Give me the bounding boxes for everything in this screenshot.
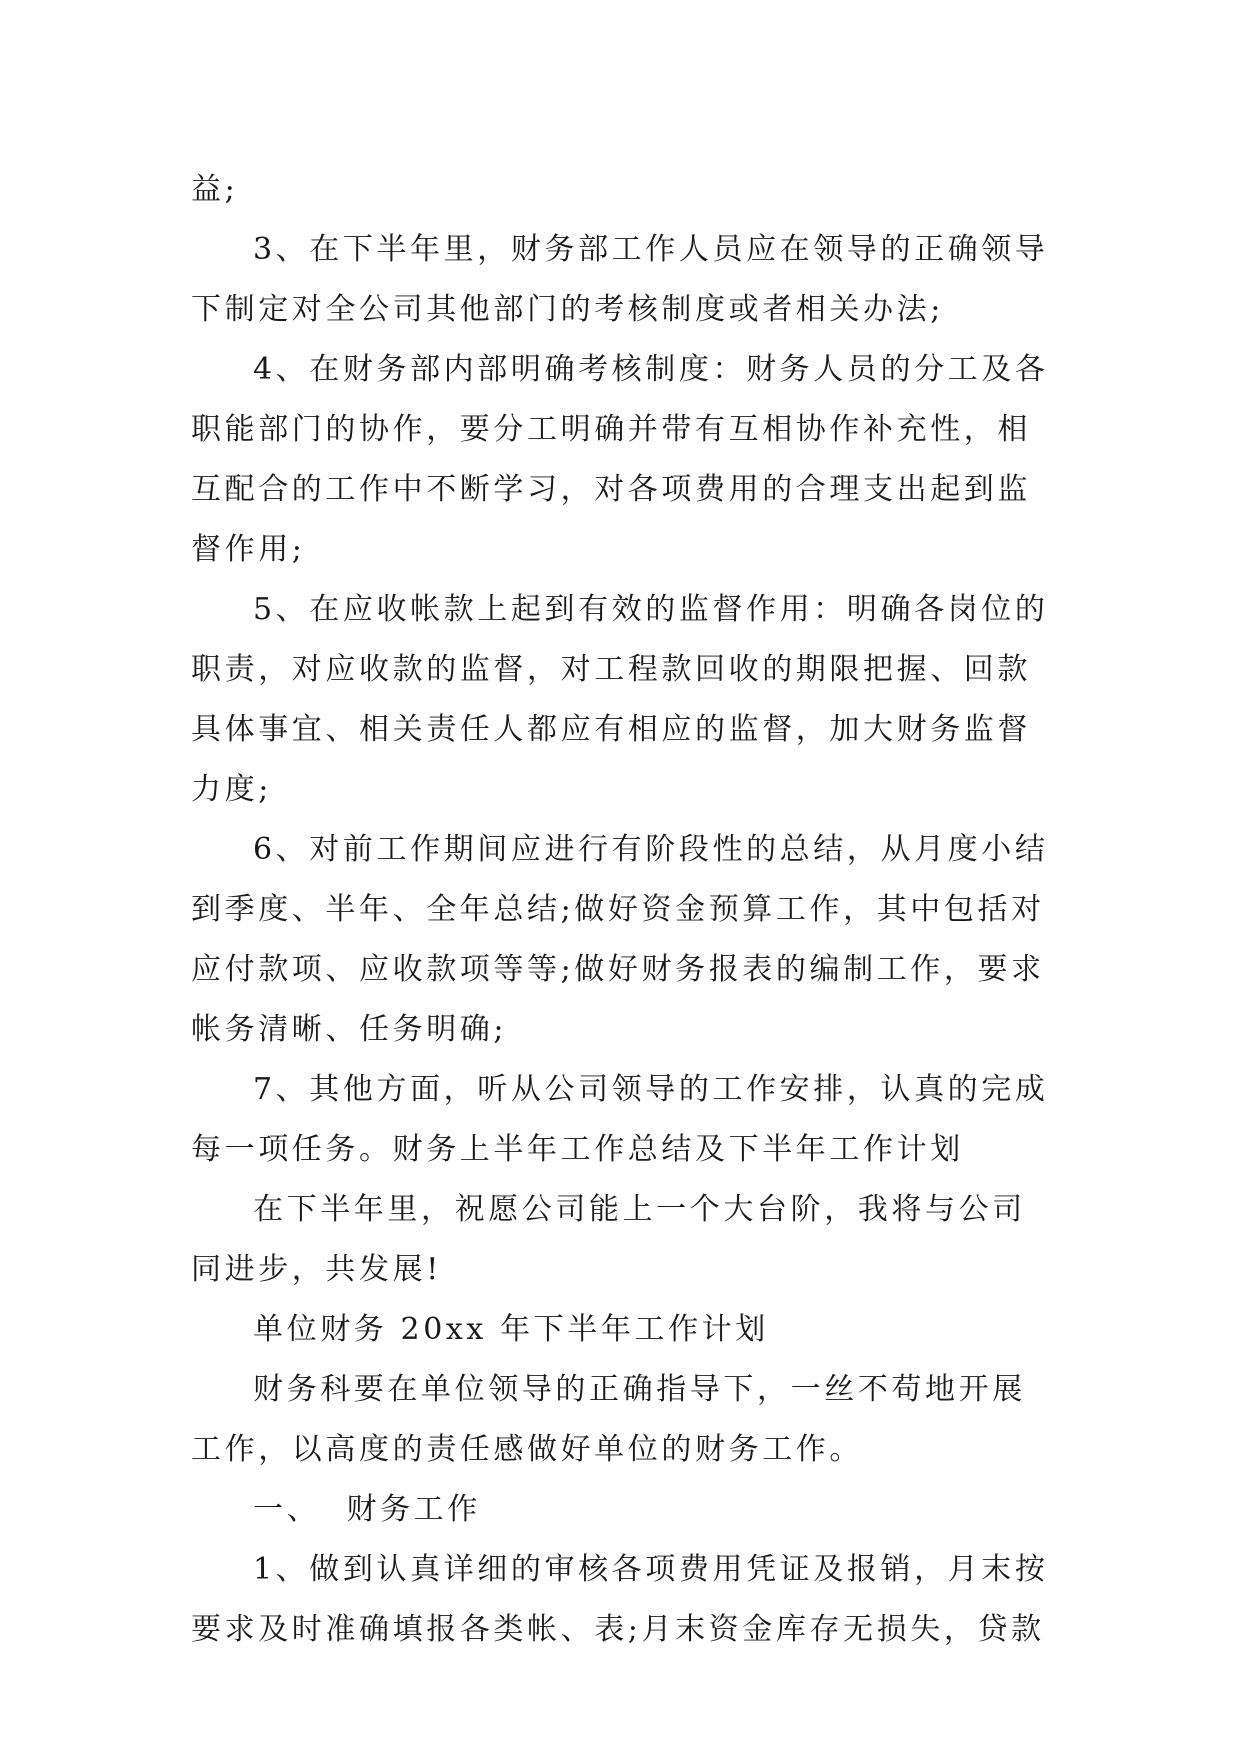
section-heading: 单位财务 20xx 年下半年工作计划: [253, 1312, 769, 1347]
paragraph: 3、在下半年里，财务部工作人员应在领导的正确领导下制定对全公司其他部门的考核制度或者相关办法;: [191, 232, 1049, 327]
paragraph: 财务科要在单位领导的正确指导下，一丝不苟地开展工作，以高度的责任感做好单位的财务工作。: [191, 1372, 1026, 1467]
document-body: [191, 160, 1053, 1660]
paragraph: 益;: [191, 172, 239, 207]
section-heading: 一、 财务工作: [253, 1492, 481, 1527]
paragraph: 5、在应收帐款上起到有效的监督作用：明确各岗位的职责，对应收款的监督，对工程款回收的期限把握、回款具体事宜、相关责任人都应有相应的监督，加大财务监督力度;: [191, 592, 1049, 807]
paragraph: 在下半年里，祝愿公司能上一个大台阶，我将与公司同进步，共发展!: [191, 1192, 1026, 1287]
paragraph: 7、其他方面，听从公司领导的工作安排，认真的完成每一项任务。财务上半年工作总结及下半年工作计划: [191, 1072, 1049, 1167]
paragraph: 4、在财务部内部明确考核制度：财务人员的分工及各职能部门的协作，要分工明确并带有互相协作补充性，相互配合的工作中不断学习，对各项费用的合理支出起到监督作用;: [191, 352, 1049, 567]
paragraph: 1、做到认真详细的审核各项费用凭证及报销，月末按要求及时准确填报各类帐、表;月末资金库存无损失，贷款: [191, 1552, 1049, 1647]
paragraph: 6、对前工作期间应进行有阶段性的总结，从月度小结到季度、半年、全年总结;做好资金预算工作，其中包括对应付款项、应收款项等等;做好财务报表的编制工作，要求帐务清晰、任务明确;: [191, 832, 1049, 1047]
